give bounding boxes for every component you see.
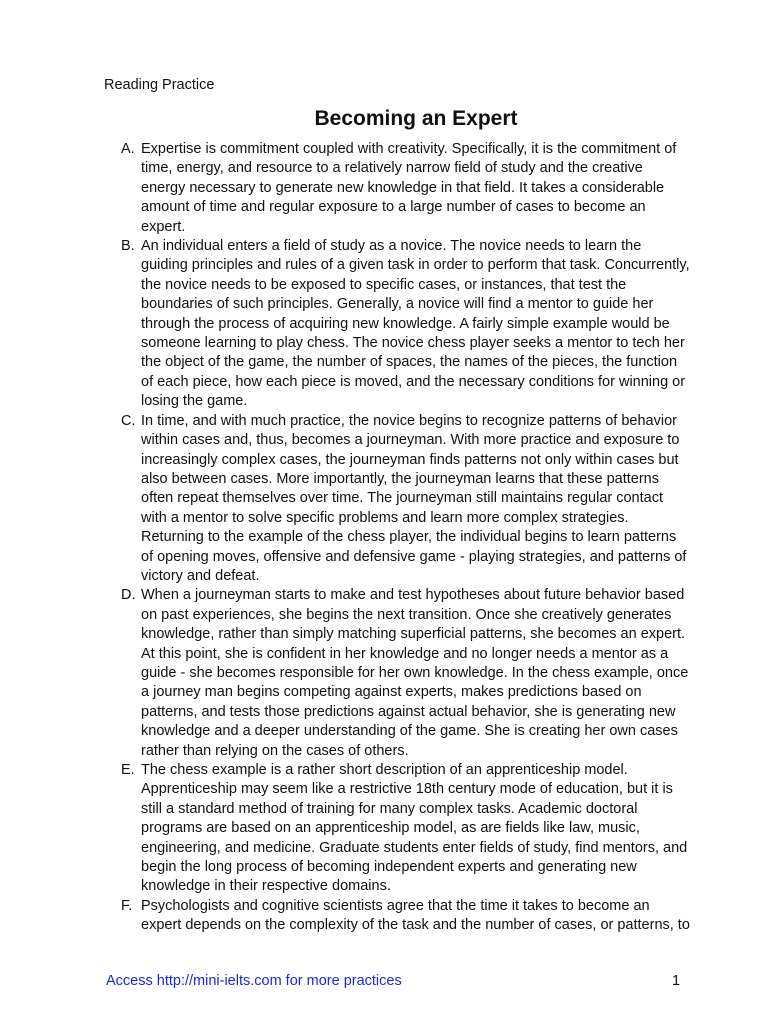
paragraph-letter: E. — [121, 762, 135, 778]
paragraph-letter: B. — [121, 238, 135, 255]
paragraph-text: The chess example is a rather short description of an apprenticeship model. Apprenticeship may seem like a restrictive 18th century mode of education, but it is still a standard method of training for many complex tasks. Academic doctoral programs are based on an apprenticeship model, as are fields like law, music, engineering, and medicine. Graduate students enter fields of study, find mentors, and begin the long process of becoming independent experts and generating new knowledge in their respective domains. — [141, 762, 688, 895]
paragraph-b — [121, 237, 741, 412]
paragraph-f — [121, 897, 741, 936]
paragraph-c — [121, 412, 741, 587]
paragraph-text: An individual enters a field of study as a novice. The novice needs to learn the guiding principles and rules of a given task in order to perform that task. Concurrently, the novice needs to be exposed to specific cases, or instances, that test the boundaries of such principles. Generally, a novice will find a mentor to guide her through the process of acquiring new knowledge. A fairly simple example would be someone learning to play chess. The novice chess player seeks a mentor to tech her the object of the game, the number of spaces, the names of the pieces, the function of each piece, how each piece is moved, and the necessary conditions for winning or losing the game. — [141, 238, 690, 410]
page-title: Becoming an Expert — [314, 107, 518, 130]
paragraph-a — [121, 140, 741, 237]
paragraph-list — [121, 140, 741, 936]
paragraph-letter: C. — [121, 412, 136, 429]
paragraph-letter: F. — [121, 897, 133, 914]
paragraph-text: Psychologists and cognitive scientists agree that the time it takes to become an expert depends on the complexity of the task and the number of cases, or patterns, to — [141, 897, 690, 934]
paragraph-d — [121, 586, 741, 761]
footer-link[interactable]: Access http://mini-ielts.com for more practices — [106, 973, 402, 989]
paragraph-letter: D. — [121, 587, 136, 604]
page-number: 1 — [672, 973, 681, 989]
paragraph-letter: A. — [121, 141, 135, 157]
paragraph-text: When a journeyman starts to make and test hypotheses about future behavior based on past experiences, she begins the next transition. Once she creatively generates knowledge, rather than simply matching superficial patterns, she becomes an expert. At this point, she is confident in her knowledge and no longer needs a mentor as a guide - she becomes responsible for her own knowledge. In the chess example, once a journey man begins competing against experts, makes predictions based on patterns, and tests those predictions against actual behavior, she is generating new knowledge and a deeper understanding of the game. She is creating her own cases rather than relying on the cases of others. — [141, 587, 689, 759]
paragraph-e — [121, 761, 741, 897]
paragraph-text: Expertise is commitment coupled with creativity. Specifically, it is the commitment of time, energy, and resource to a relatively narrow field of study and the creative energy necessary to generate new knowledge in that field. It takes a considerable amount of time and regular exposure to a large number of cases to become an expert. — [141, 141, 677, 235]
header-label: Reading Practice — [104, 77, 215, 93]
paragraph-text: In time, and with much practice, the novice begins to recognize patterns of behavior within cases and, thus, becomes a journeyman. With more practice and exposure to increasingly complex cases, the journeyman finds patterns not only within cases but also between cases. More importantly, the journeyman learns that these patterns often repeat themselves over time. The journeyman still maintains regular contact with a mentor to solve specific problems and learn more complex strategies. Returning to the example of the chess player, the individual begins to learn patterns of opening moves, offensive and defensive game - playing strategies, and patterns of victory and defeat. — [141, 412, 687, 584]
